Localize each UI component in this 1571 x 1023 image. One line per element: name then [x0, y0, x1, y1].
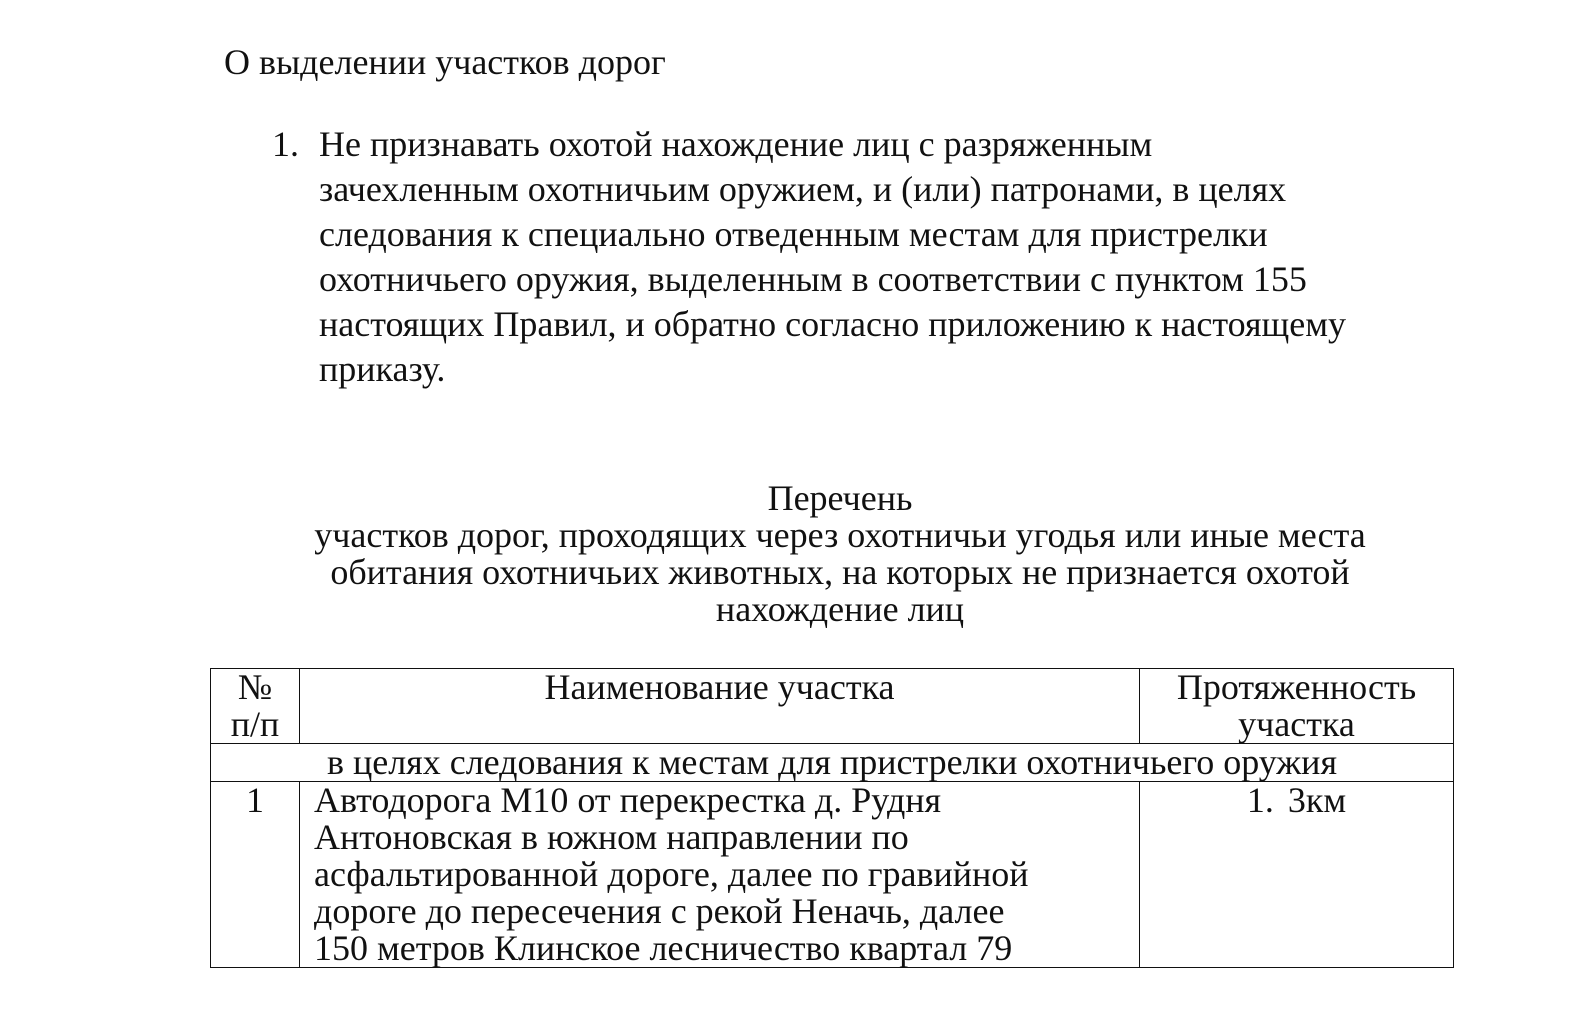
row-name-line: Автодорога М10 от перекрестка д. Рудня — [314, 780, 942, 820]
text-line: зачехленным охотничьим оружием, и (или) патронами, в целях — [319, 169, 1287, 209]
header-length-line: Протяженность — [1176, 667, 1417, 707]
table-section-row — [211, 744, 1454, 782]
row-length-cell — [1140, 782, 1454, 968]
list-title-line: обитания охотничьих животных, на которых не признается охотой — [330, 552, 1350, 592]
header-name-cell — [300, 669, 1140, 744]
row-name-line: дороге до пересечения с рекой Неначь, далее — [314, 891, 1005, 931]
text-line: охотничьего оружия, выделенным в соответствии с пунктом 155 — [319, 259, 1307, 299]
row-length-number: 1. — [1246, 780, 1274, 820]
list-title-line: участков дорог, проходящих через охотничьи угодья или иные места — [314, 515, 1366, 555]
header-name-text: Наименование участка — [544, 667, 895, 707]
list-item-text — [319, 122, 1479, 392]
header-num-line: № — [237, 667, 273, 707]
list-title-line: Перечень — [767, 478, 913, 518]
table-row — [211, 782, 1454, 968]
row-name-line: Антоновская в южном направлении по — [314, 817, 909, 857]
list-title-line: нахождение лиц — [715, 589, 965, 629]
list-title — [0, 480, 1571, 628]
row-name-line: асфальтированной дороге, далее по гравийной — [314, 854, 1029, 894]
header-length-line: участка — [1238, 704, 1355, 744]
header-length-cell — [1140, 669, 1454, 744]
row-name-line: 150 метров Клинское лесничество квартал 79 — [314, 928, 1013, 968]
row-name-text — [300, 782, 1139, 967]
text-line: Не признавать охотой нахождение лиц с разряженным — [319, 124, 1153, 164]
section-cell: в целях следования к местам для пристрелки охотничьего оружия — [211, 744, 1454, 782]
row-num-cell: 1 — [211, 782, 300, 968]
table-header-row — [211, 669, 1454, 744]
text-line: приказу. — [319, 349, 446, 389]
row-length-text — [1140, 782, 1453, 819]
text-line: настоящих Правил, и обратно согласно приложению к настоящему — [319, 304, 1347, 344]
list-item-number: 1. — [272, 124, 299, 164]
row-length-value: 3км — [1287, 780, 1347, 820]
header-num-cell — [211, 669, 300, 744]
road-sections-table — [210, 668, 1454, 968]
header-num-line: п/п — [230, 704, 280, 744]
row-name-cell — [300, 782, 1140, 968]
document-heading: О выделении участков дорог — [224, 42, 666, 82]
text-line: следования к специально отведенным местам для пристрелки — [319, 214, 1268, 254]
